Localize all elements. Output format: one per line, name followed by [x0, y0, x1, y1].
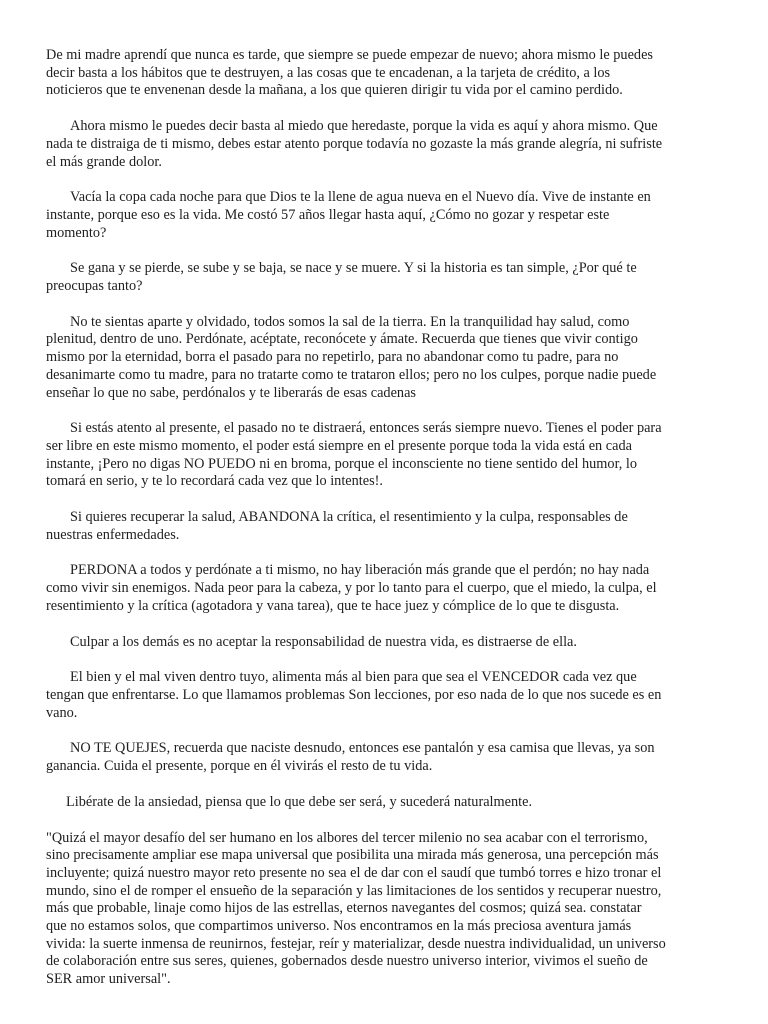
paragraph [46, 634, 722, 652]
text-line: resentimiento y la crítica (agotadora y vana tarea), que te hace juez y cómplice de lo que te disgusta. [46, 597, 620, 614]
paragraph [46, 420, 722, 491]
text-line: de colaboración entre sus seres, quienes, gobernados desde nuestro universo interior, vivimos el sueño de [46, 953, 648, 970]
text-line: Vacía la copa cada noche para que Dios te la llene de agua nueva en el Nuevo día. Vive de instante en [70, 189, 651, 206]
text-line: vivida: la suerte inmensa de reunirnos, festejar, reír y materializar, desde nuestra individualidad, un universo [46, 935, 666, 952]
paragraph [46, 509, 722, 544]
paragraph [46, 314, 722, 403]
text-line: momento? [46, 224, 107, 241]
text-line: el más grande dolor. [46, 153, 162, 170]
text-line: Si quieres recuperar la salud, ABANDONA la crítica, el resentimiento y la culpa, responsables de [70, 509, 628, 526]
text-line: noticieros que te envenenan desde la mañana, a los que quieren dirigir tu vida por el camino perdido. [46, 82, 623, 99]
text-line: Libérate de la ansiedad, piensa que lo que debe ser será, y sucederá naturalmente. [66, 793, 533, 810]
text-line: ganancia. Cuida el presente, porque en él vivirás el resto de tu vida. [46, 758, 433, 775]
text-line: nada te distraiga de ti mismo, debes estar atento porque todavía no gozaste la más grande alegría, ni sufriste [46, 135, 663, 152]
paragraph [46, 794, 722, 812]
paragraph [46, 740, 722, 775]
text-line: Se gana y se pierde, se sube y se baja, se nace y se muere. Y si la historia es tan simple, ¿Por qué te [70, 260, 637, 277]
text-line: desanimarte como tu madre, para no tratarte como te trataron ellos; pero no los culpes, porque nadie puede [46, 366, 657, 383]
paragraph [46, 830, 722, 989]
text-line: más que probable, linaje como hijos de las estrellas, eternos navegantes del cosmos; quizá sea. constatar [46, 900, 642, 917]
text-line: Ahora mismo le puedes decir basta al miedo que heredaste, porque la vida es aquí y ahora mismo. Que [70, 118, 658, 135]
text-line: mismo por la eternidad, borra el pasado para no repetirlo, para no abandonar como tu padre, para no [46, 349, 619, 366]
text-line: plenitud, dentro de uno. Perdónate, acéptate, reconócete y ámate. Recuerda que tienes que vivir contigo [46, 331, 638, 348]
paragraph [46, 47, 722, 100]
text-line: como vivir sin enemigos. Nada peor para la cabeza, y por lo tanto para el cuerpo, que el miedo, la culpa, el [46, 580, 657, 597]
text-line: preocupas tanto? [46, 278, 143, 295]
paragraph [46, 669, 722, 722]
text-line: mundo, sino el de romper el ensueño de la separación y las limitaciones de los sentidos y recuperar nuestro, [46, 882, 662, 899]
paragraph [46, 260, 722, 295]
paragraph [46, 189, 722, 242]
text-line: incluyente; quizá nuestro mayor reto presente no sea el de dar con el saudí que tumbó torres e hizo tronar el [46, 864, 662, 881]
paragraph [46, 118, 722, 171]
text-line: ser libre en este mismo momento, el poder está siempre en el presente porque toda la vida está en cada [46, 437, 632, 454]
text-line: PERDONA a todos y perdónate a ti mismo, no hay liberación más grande que el perdón; no hay nada [70, 562, 650, 579]
text-line: De mi madre aprendí que nunca es tarde, que siempre se puede empezar de nuevo; ahora mismo le puedes [46, 47, 653, 63]
text-line: enseñar lo que no sabe, perdónalos y te liberarás de esas cadenas [46, 384, 416, 401]
text-line: decir basta a los hábitos que te destruyen, a las cosas que te encadenan, a la tarjeta de crédito, a los [46, 64, 611, 81]
text-line: que no estamos solos, que compartimos universo. Nos encontramos en la más preciosa aventura jamás [46, 918, 632, 935]
text-line: tomará en serio, y te lo recordará cada vez que lo intentes!. [46, 473, 384, 490]
paragraph [46, 562, 722, 615]
text-line: tengan que enfrentarse. Lo que llamamos problemas Son lecciones, por eso nada de lo que nos sucede es en [46, 686, 662, 703]
text-line: "Quizá el mayor desafío del ser humano en los albores del tercer milenio no sea acabar con el terrorismo, [46, 829, 648, 846]
text-line: El bien y el mal viven dentro tuyo, alimenta más al bien para que sea el VENCEDOR cada vez que [70, 669, 637, 686]
text-line: instante, ¡Pero no digas NO PUEDO ni en broma, porque el inconsciente no tiene sentido del humor, lo [46, 455, 638, 472]
text-line: vano. [46, 704, 78, 721]
text-line: nuestras enfermedades. [46, 526, 180, 543]
text-line: Culpar a los demás es no aceptar la responsabilidad de nuestra vida, es distraerse de ella. [70, 633, 577, 650]
text-line: instante, porque eso es la vida. Me costó 57 años llegar hasta aquí, ¿Cómo no gozar y respetar este [46, 206, 610, 223]
text-line: SER amor universal". [46, 971, 171, 988]
text-line: No te sientas aparte y olvidado, todos somos la sal de la tierra. En la tranquilidad hay salud, como [70, 313, 630, 330]
text-line: sino precisamente ampliar ese mapa universal que posibilita una mirada más generosa, una percepción más [46, 847, 659, 864]
document-page [46, 47, 722, 1007]
text-line: NO TE QUEJES, recuerda que naciste desnudo, entonces ese pantalón y esa camisa que llevas, ya son [70, 740, 655, 757]
text-line: Si estás atento al presente, el pasado no te distraerá, entonces serás siempre nuevo. Tienes el poder para [70, 420, 662, 437]
